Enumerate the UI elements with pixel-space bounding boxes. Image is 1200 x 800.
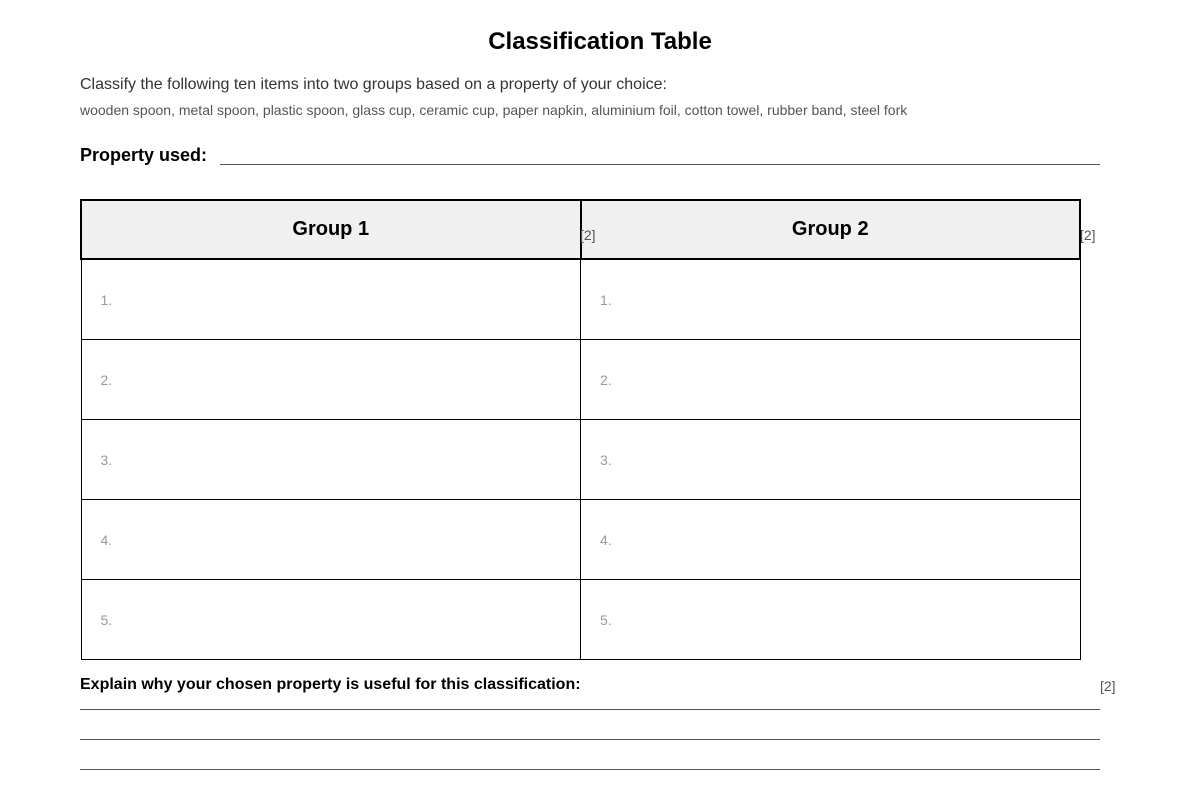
group-2-cell[interactable] (581, 420, 1081, 500)
group-1-cell[interactable] (81, 340, 581, 420)
row-number: 1. (600, 291, 612, 308)
row-number: 3. (100, 451, 113, 468)
explain-answer-line[interactable] (80, 709, 1100, 710)
group-2-header: Group 2 (581, 200, 1081, 259)
row-number: 2. (600, 371, 612, 388)
group-2-cell[interactable] (581, 580, 1081, 660)
group-1-cell[interactable] (81, 500, 581, 580)
group-2-cell[interactable] (581, 340, 1081, 420)
row-number: 3. (600, 451, 612, 468)
row-number: 2. (100, 371, 113, 388)
classification-table (80, 199, 1081, 660)
group-1-marks: [2] (580, 227, 596, 243)
property-label: Property used: (80, 145, 208, 165)
table-row (81, 500, 1080, 580)
explain-marks: [2] (1100, 678, 1116, 694)
property-answer-line[interactable] (220, 164, 1100, 165)
group-1-cell[interactable] (81, 259, 581, 340)
row-number: 4. (100, 531, 113, 548)
table-row (81, 259, 1080, 340)
group-2-marks: [2] (1080, 227, 1096, 243)
table-row (81, 340, 1080, 420)
row-number: 5. (100, 611, 113, 628)
group-1-cell[interactable] (81, 420, 581, 500)
explain-answer-line[interactable] (80, 739, 1100, 740)
row-number: 1. (100, 291, 113, 308)
row-number: 4. (600, 531, 612, 548)
table-row (81, 420, 1080, 500)
group-2-cell[interactable] (581, 259, 1081, 340)
group-1-header: Group 1 (81, 200, 581, 259)
instruction-text: Classify the following ten items into two groups based on a property of your choice: (80, 76, 667, 93)
explain-question: Explain why your chosen property is useful for this classification: (80, 676, 581, 693)
group-2-cell[interactable] (581, 500, 1081, 580)
group-1-cell[interactable] (81, 580, 581, 660)
explain-answer-line[interactable] (80, 769, 1100, 770)
row-number: 5. (600, 611, 612, 628)
table-row (81, 580, 1080, 660)
items-list: wooden spoon, metal spoon, plastic spoon, glass cup, ceramic cup, paper napkin, aluminium foil, cotton towel, rubber band, steel fork (80, 102, 908, 118)
page-title: Classification Table (488, 28, 712, 55)
